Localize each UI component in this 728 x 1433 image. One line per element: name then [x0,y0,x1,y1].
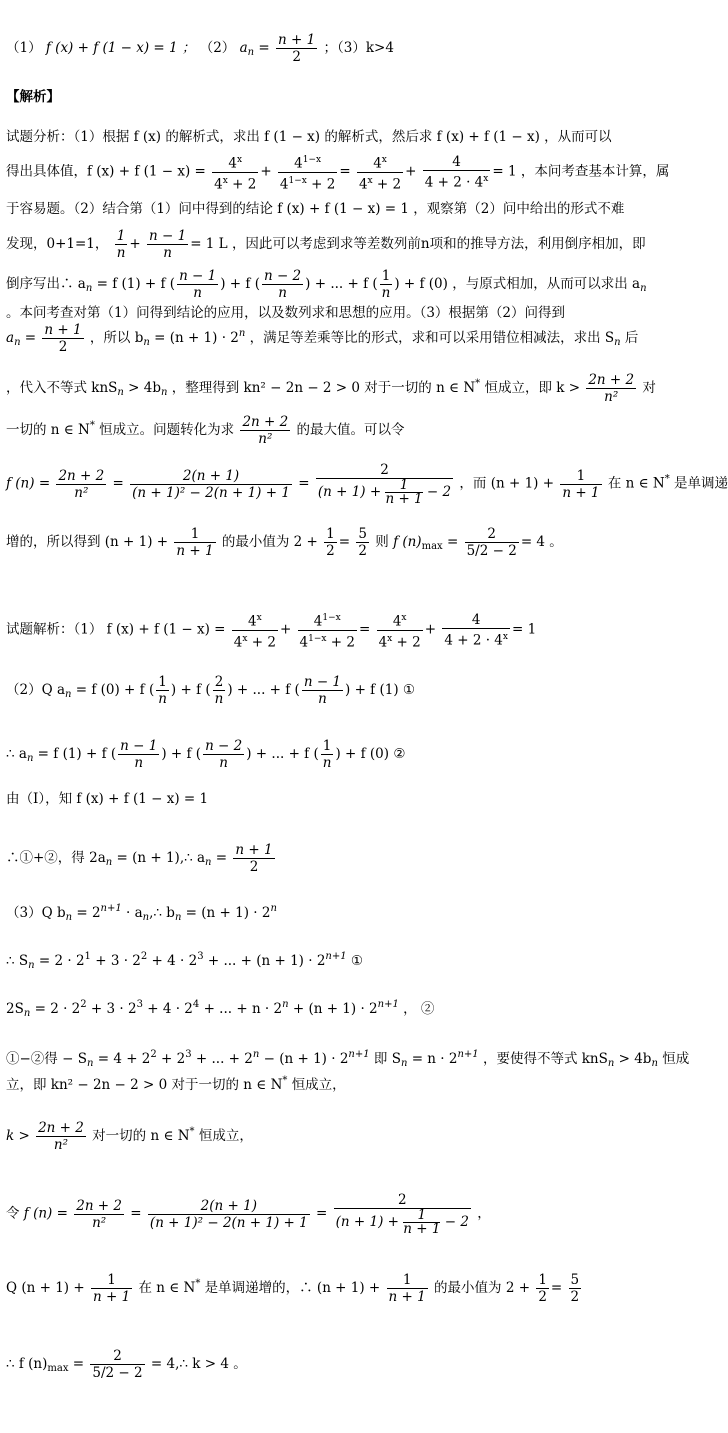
analysis-line-5: 倒序写出∴ $a_n = f$ (1) + f ( $\frac{n - 1}{n}$ ) + f ( $\frac{n - 2}{n}$ ) + ... + f ( $\frac{1}{n}$ ) + f (0) ，与原式相加，从而可以求出 $a_n$ [6,268,647,301]
answer2-a: a [239,40,248,56]
solution-line-6: （3）Q $b_n = 2^{n+1}$ · $a_n,\therefore$ $b_n = (n + 1) \cdot 2^n$ [6,903,277,923]
part2-label: （2） [199,40,236,56]
analysis-line-10: f (n) = $\frac{2n + 2}{\text{n²}}$ = $\frac{2(n + 1)}{\text{(n + 1)² − 2(n + 1) + 1}}$ = 2 (n + 1) + $\frac{1}{n + 1}$ − 2 ，而 (n + 1) + $\frac{1}{n + 1}$ 在 n ∈ N* 是单调递 [6,462,728,507]
solution-line-11: k > $\frac{2n + 2}{\text{n²}}$ 对一切的 n ∈ N* 恒成立， [6,1120,253,1153]
solution-line-1: 试题解析：（1） f (x) + f (1 − x) = $\frac{4^x}{4^x + 2}$ + $\frac{4^{1-x}}{4^{1-x} + 2}$ = $\frac{4^x}{4^x + 2}$ + $\frac{4}{4 + 2 \cdot 4^x}$ = 1 [6,611,537,650]
analysis-line-8: ，代入不等式 $knS_n > 4b_n$ ，整理得到 kn² − 2n − 2 > 0 对于一切的 n ∈ N* 恒成立，即 k > $\frac{2n + 2}{\text{n²}}$ 对 [6,372,656,405]
solution-line-13: Q (n + 1) + $\frac{1}{n + 1}$ 在 n ∈ N* 是单调递增的，∴ (n + 1) + $\frac{1}{n + 1}$ 的最小值为 2 + $\frac{1}{2}$ = $\frac{5}{2}$ [6,1272,580,1305]
solution-line-2: （2）Q $a_n = f$ (0) + f ( $\frac{1}{n}$ ) + f ( $\frac{2}{n}$ ) + ... + f ( $\frac{n - 1}{n}$ ) + f (1) ① [6,674,415,707]
solution-line-12: 令 f (n) = $\frac{2n + 2}{\text{n²}}$ = $\frac{2(n + 1)}{\text{(n + 1)² − 2(n + 1) + 1}}$ = 2 (n + 1) + $\frac{1}{n + 1}$ − 2 ， [6,1192,491,1237]
solution-line-8: $2S_n = 2 \cdot 2^2 + 3 \cdot 2^3 + 4 \cdot 2^4$ + ... + $n \cdot 2^n + (n + 1) \cdot 2^{n+1}$ ， ② [6,999,435,1019]
analysis-line-11: 增的，所以得到 (n + 1) + $\frac{1}{n + 1}$ 的最小值为 2 + $\frac{1}{2}$ = $\frac{5}{2}$ 则 f $(n)_{max}$ = $\frac{2}{5/2 - 2}$ = 4 。 [6,526,563,559]
answer2-frac: $\frac{n + 1}{2}$ [278,32,316,65]
analysis-line-2: 得出具体值，f (x) + f (1 − x) = $\frac{4^x}{4^x + 2}$ + $\frac{4^{1-x}}{4^{1-x} + 2}$ = $\frac{4^x}{4^x + 2}$ + $\frac{4}{4 + 2 \cdot 4^x}$ = 1 ，本问考查基本计算，属 [6,153,670,192]
answer2-sub: n [247,47,255,58]
answer1: f (x) + f (1 − x) = 1 ； [45,40,196,56]
solution-line-10: 立，即 kn² − 2n − 2 > 0 对于一切的 n ∈ N* 恒成立， [6,1075,346,1093]
analysis-line-9: 一切的 n ∈ N* 恒成立。问题转化为求 $\frac{2n + 2}{\text{n²}}$ 的最大值。可以令 [6,414,405,447]
analysis-line-7: $a_n$ = $\frac{n + 1}{2}$ ，所以 $b_n = (n + 1) \cdot 2^n$ ，满足等差乘等比的形式，求和可以采用错位相减法，求出 $S_n$ 后 [6,322,639,355]
analysis-line-1: 试题分析：（1）根据 f (x) 的解析式，求出 f (1 − x) 的解析式，然后求 f (x) + f (1 − x) ，从而可以 [6,129,612,145]
solution-line-4: 由（I），知 f (x) + f (1 − x) = 1 [6,791,209,807]
analysis-line-3: 于容易题。（2）结合第（1）问中得到的结论 f (x) + f (1 − x) = 1 ，观察第（2）问中给出的形式不难 [6,201,625,217]
solution-line-3: ∴ $a_n = f$ (1) + f ( $\frac{n - 1}{n}$ ) + f ( $\frac{n - 2}{n}$ ) + ... + f ( $\frac{1}{n}$ ) + f (0) ② [6,738,406,771]
solution-line-14: ∴ f $(n)_{max}$ = $\frac{2}{5/2 - 2}$ = 4,∴ k > 4 。 [6,1348,247,1381]
analysis-line-4: 发现，0+1=1， $\frac{1}{n}$ + $\frac{n - 1}{n}$ = 1 L ，因此可以考虑到求等差数列前n项和的推导方法，利用倒序相加，即 [6,228,646,261]
solution-line-5: ∴①+②，得 $2a_n = (n$ + 1),∴ $a_n$ = $\frac{n + 1}{2}$ [6,842,273,875]
solution-line-9: ①−②得 − $S_n = 4 + 2^2 + 2^3$ + ... + $2^n - (n + 1) \cdot 2^{n+1}$ 即 $S_n = n \cdot 2^{n+1}$ ，要使得不等式 $knS_n > 4b_n$ 恒成 [6,1049,690,1069]
answer3: ；（3）k>4 [323,40,394,56]
analysis-line-6: 。本问考查对第（1）问得到结论的应用，以及数列求和思想的应用。（3）根据第（2）问得到 [6,305,566,321]
answer-line: （1） f (x) + f (1 − x) = 1 ； （2） $a_n$ = $\frac{n + 1}{2}$ ；（3）k>4 [6,32,394,65]
analysis-heading: 【解析】 [6,89,60,105]
part1-label: （1） [6,40,42,56]
solution-line-7: ∴ $S_n = 2 \cdot 2^1 + 3 \cdot 2^2 + 4 \cdot 2^3$ + ... + $(n + 1) \cdot 2^{n+1}$ ① [6,951,364,971]
